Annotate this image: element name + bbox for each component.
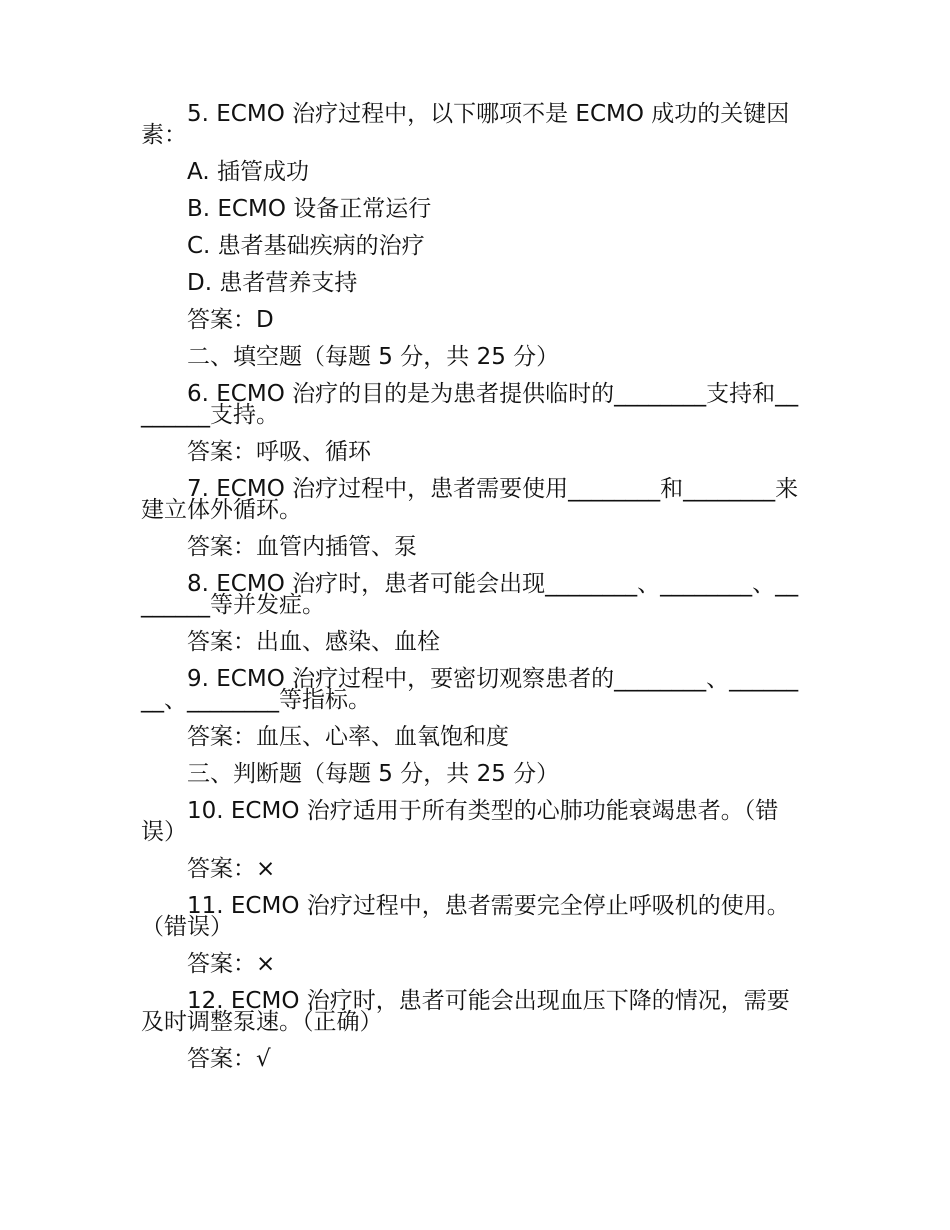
answer-6: 答案：呼吸、循环 [187, 439, 371, 465]
question-10: 10. ECMO 治疗适用于所有类型的心肺功能衰竭患者。（错误） [141, 798, 779, 845]
option-d: D. 患者营养支持 [187, 270, 358, 296]
question-6: 6. ECMO 治疗的目的是为患者提供临时的________支持和________支持。 [141, 381, 799, 428]
answer-12: 答案：√ [187, 1046, 271, 1072]
option-b: B. ECMO 设备正常运行 [187, 196, 432, 222]
question-11: 11. ECMO 治疗过程中，患者需要完全停止呼吸机的使用。（错误） [141, 893, 790, 940]
answer-5: 答案：D [187, 307, 274, 333]
section-heading-true-false: 三、判断题（每题 5 分，共 25 分） [187, 761, 560, 787]
option-c: C. 患者基础疾病的治疗 [187, 233, 425, 259]
answer-8: 答案：出血、感染、血栓 [187, 629, 440, 655]
question-8: 8. ECMO 治疗时，患者可能会出现________、________、________等并发症。 [141, 571, 799, 618]
answer-11: 答案：× [187, 951, 276, 977]
answer-7: 答案：血管内插管、泵 [187, 534, 417, 560]
answer-10: 答案：× [187, 856, 276, 882]
section-heading-fill-in: 二、填空题（每题 5 分，共 25 分） [187, 344, 560, 370]
question-5: 5. ECMO 治疗过程中，以下哪项不是 ECMO 成功的关键因素： [141, 101, 790, 148]
document-body [141, 101, 809, 1086]
question-9: 9. ECMO 治疗过程中，要密切观察患者的________、________、________等指标。 [141, 666, 799, 713]
answer-9: 答案：血压、心率、血氧饱和度 [187, 724, 509, 750]
option-a: A. 插管成功 [187, 159, 309, 185]
question-7: 7. ECMO 治疗过程中，患者需要使用________和________来建立体外循环。 [141, 476, 799, 523]
question-12: 12. ECMO 治疗时，患者可能会出现血压下降的情况，需要及时调整泵速。（正确） [141, 988, 790, 1035]
